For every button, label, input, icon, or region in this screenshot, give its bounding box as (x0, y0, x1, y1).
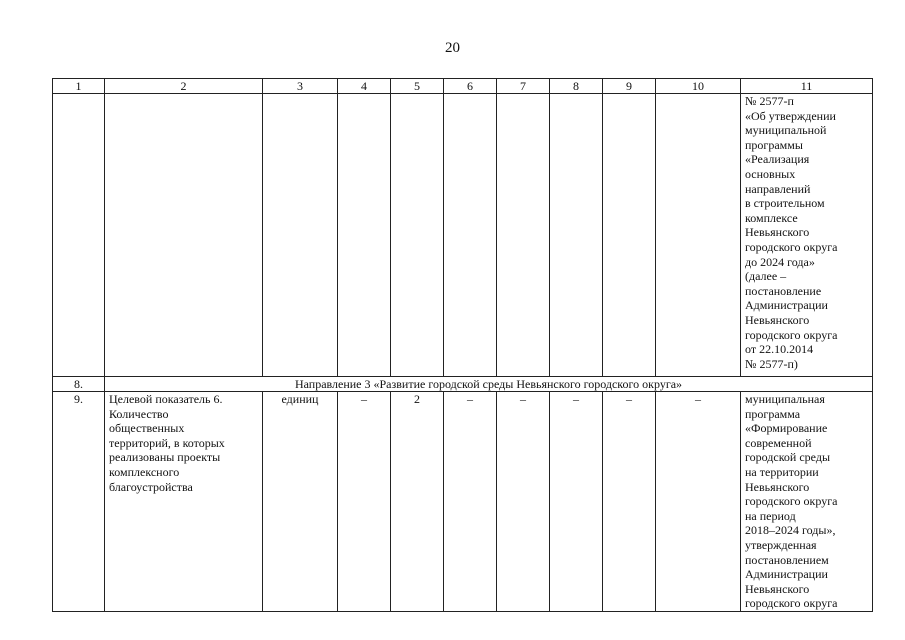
source-text-line: основных (745, 166, 796, 181)
cell-empty (391, 94, 444, 377)
source-text-line: 2018–2024 годы», (745, 523, 836, 538)
value-col-10: – (656, 392, 741, 612)
value-col-4: – (338, 392, 391, 612)
value-col-5: 2 (391, 392, 444, 612)
source-text-line: в строительном (745, 196, 825, 211)
source-text-line: городского округа (745, 596, 838, 611)
source-text-line: Невьянского (745, 581, 810, 596)
page-number: 20 (445, 40, 460, 56)
value-col-9: – (603, 392, 656, 612)
cell-empty (263, 94, 338, 377)
source-text-line: «Формирование (745, 421, 828, 436)
source-text-line: Администрации (745, 298, 828, 313)
source-text-line: направлений (745, 181, 811, 196)
cell-empty (603, 94, 656, 377)
header-col-9: 9 (603, 79, 656, 94)
source-text-line: муниципальной (745, 123, 827, 138)
cell-empty (444, 94, 497, 377)
source-text-line: городского округа (745, 494, 838, 509)
table-row-indicator (53, 392, 873, 612)
table-row-direction (53, 377, 873, 392)
source-text-line: утвержденная (745, 537, 817, 552)
unit-cell: единиц (263, 392, 338, 612)
header-col-11: 11 (741, 79, 873, 94)
source-text-line: (далее – (745, 269, 787, 284)
table-row-continuation (53, 94, 873, 377)
value-col-8: – (550, 392, 603, 612)
cell-source-continuation (741, 94, 873, 377)
indicator-text-line: Целевой показатель 6. (109, 392, 223, 406)
source-text-line: современной (745, 435, 812, 450)
cell-empty (550, 94, 603, 377)
direction-title: Направление 3 «Развитие городской среды Невьянского городского округа» (105, 377, 873, 392)
source-text-line: комплексе (745, 210, 798, 225)
indicator-text-line: Количество (109, 406, 169, 421)
indicator-description (105, 392, 263, 612)
source-text-line: на период (745, 508, 796, 523)
row-number: 9. (53, 392, 105, 612)
cell-empty (105, 94, 263, 377)
source-text-line: постановлением (745, 552, 829, 567)
cell-empty (53, 94, 105, 377)
source-text-line: на территории (745, 464, 819, 479)
source-text-line: «Реализация (745, 152, 810, 167)
source-text-line: постановление (745, 283, 822, 298)
source-document (741, 392, 873, 612)
header-col-8: 8 (550, 79, 603, 94)
indicator-text-line: благоустройства (109, 479, 193, 494)
header-col-7: 7 (497, 79, 550, 94)
indicator-text-line: комплексного (109, 464, 180, 479)
source-text-line: № 2577-п) (745, 356, 798, 371)
header-col-4: 4 (338, 79, 391, 94)
source-text-line: до 2024 года» (745, 254, 815, 269)
cell-empty (497, 94, 550, 377)
source-text-line: городского округа (745, 239, 838, 254)
header-col-2: 2 (105, 79, 263, 94)
indicator-text-line: общественных (109, 421, 185, 436)
cell-empty (656, 94, 741, 377)
header-row (53, 79, 873, 94)
header-col-3: 3 (263, 79, 338, 94)
header-col-10: 10 (656, 79, 741, 94)
row-number: 8. (53, 377, 105, 392)
header-col-1: 1 (53, 79, 105, 94)
source-text-line: «Об утверждении (745, 108, 836, 123)
indicator-text-line: реализованы проекты (109, 450, 221, 465)
header-col-5: 5 (391, 79, 444, 94)
source-text-line: от 22.10.2014 (745, 342, 814, 357)
value-col-7: – (497, 392, 550, 612)
value-col-6: – (444, 392, 497, 612)
source-text-line: № 2577-п (745, 94, 794, 108)
cell-empty (338, 94, 391, 377)
source-text-line: Администрации (745, 567, 828, 582)
source-text-line: Невьянского (745, 312, 810, 327)
source-text-line: Невьянского (745, 225, 810, 240)
source-text-line: программы (745, 137, 803, 152)
source-text-line: муниципальная (745, 392, 825, 406)
source-text-line: программа (745, 406, 801, 421)
source-text-line: Невьянского (745, 479, 810, 494)
indicator-text-line: территорий, в которых (109, 435, 225, 450)
source-text-line: городского округа (745, 327, 838, 342)
source-text-line: городской среды (745, 450, 831, 465)
header-col-6: 6 (444, 79, 497, 94)
indicators-table (52, 78, 873, 612)
